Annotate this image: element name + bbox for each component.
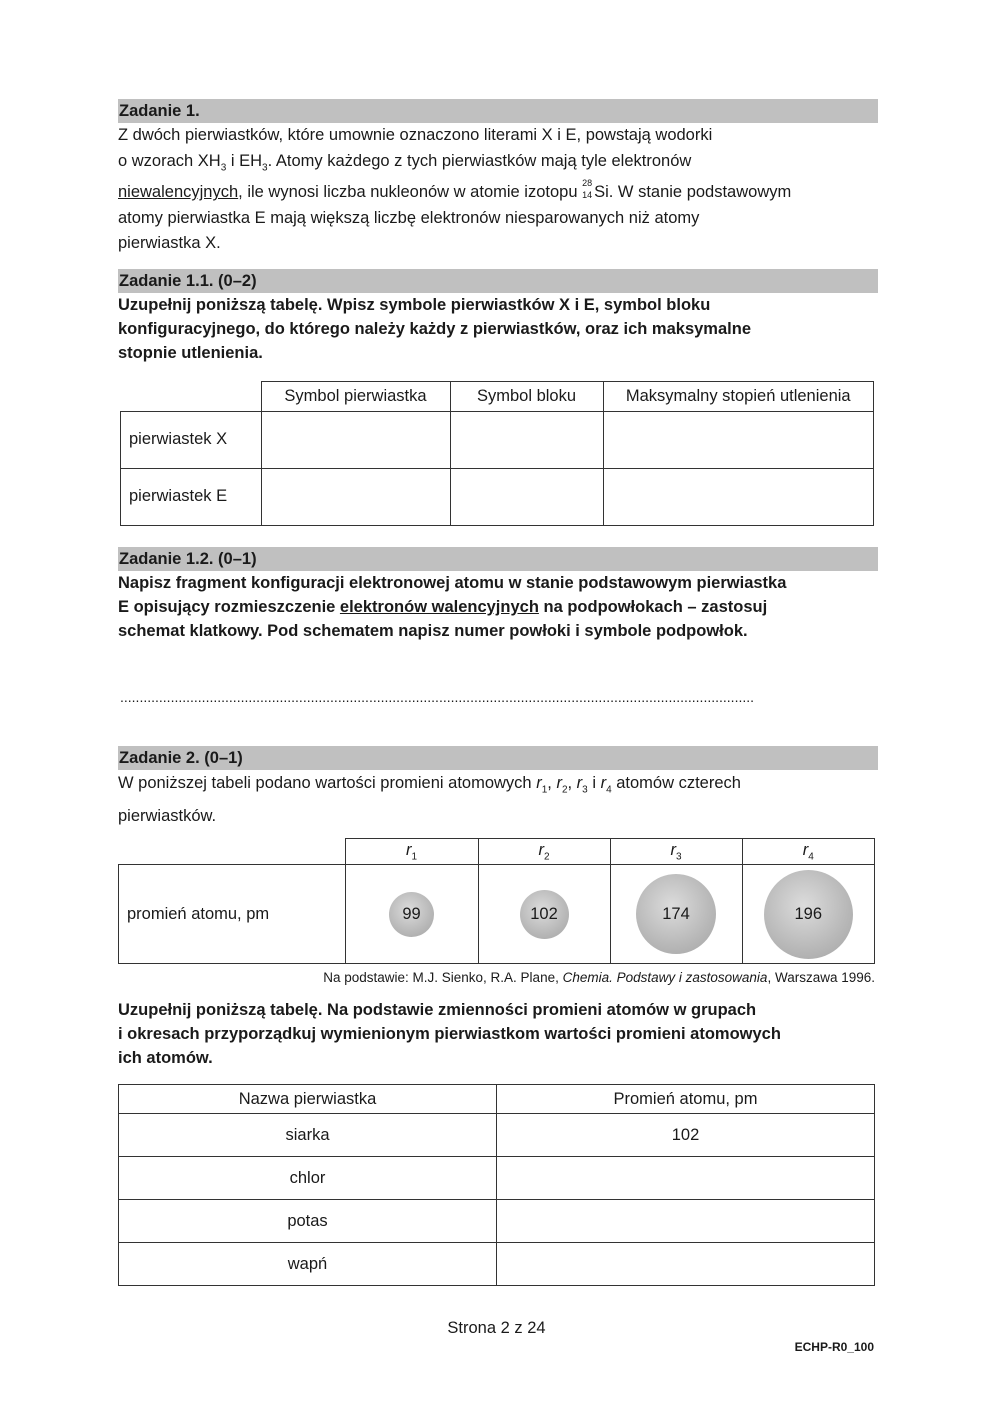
intro-line: atomów czterech <box>611 773 741 792</box>
source-title: Chemia. Podstawy i zastosowania <box>562 970 768 986</box>
column-header: Promień atomu, pm <box>497 1085 875 1114</box>
underlined-term: elektronów walencyjnych <box>339 597 539 616</box>
task-2-instruction <box>118 998 878 1070</box>
column-header: Maksymalny stopień utlenienia <box>603 381 874 411</box>
answer-cell[interactable] <box>261 411 450 468</box>
radius-header: $r_3$ <box>610 839 742 865</box>
exam-code: ECHP-R0_100 <box>794 1340 874 1354</box>
intro-line: pierwiastków. <box>118 807 217 826</box>
underlined-term: niewalencyjnych <box>118 183 239 202</box>
element-name: wapń <box>119 1243 497 1286</box>
intro-line: W poniższej tabeli podano wartości promieni atomowych <box>118 773 537 792</box>
radius-cell <box>742 865 875 964</box>
task-2-header: Zadanie 2. (0–1) <box>118 746 878 770</box>
task-1-text <box>118 123 878 257</box>
instruction-line: E opisujący rozmieszczenie <box>118 597 340 616</box>
empty-corner-cell <box>121 381 262 411</box>
task-1-header: Zadanie 1. <box>118 99 878 123</box>
element-symbol: Si <box>594 183 609 202</box>
subscript: 3 <box>262 161 268 173</box>
radius-cell <box>345 865 478 964</box>
instruction-line: stopnie utlenienia. <box>118 343 263 362</box>
answer-cell[interactable] <box>603 411 874 468</box>
radius-header: $r_2$ <box>478 839 610 865</box>
radius-symbol: r <box>536 773 542 792</box>
task-1-1-instruction <box>118 293 878 365</box>
element-name: potas <box>119 1200 497 1243</box>
answer-cell[interactable] <box>603 468 874 525</box>
task-1-line: . Atomy każdego z tych pierwiastków mają tyle elektronów <box>267 151 692 170</box>
element-name: chlor <box>119 1157 497 1200</box>
task-1-line: . W stanie podstawowym <box>608 183 792 202</box>
mass-number: 28 <box>582 178 593 189</box>
answer-cell[interactable] <box>450 468 603 525</box>
atom-circle: 196 <box>764 870 853 959</box>
empty-corner-cell <box>119 839 346 865</box>
task-2-answer-table <box>118 1084 875 1286</box>
radius-header: $r_4$ <box>742 839 875 865</box>
instruction-line: Napisz fragment konfiguracji elektronowej atomu w stanie podstawowym pierwiastka <box>118 573 787 592</box>
task-1-1-header: Zadanie 1.1. (0–2) <box>118 269 878 293</box>
task-1-2-instruction <box>118 571 878 643</box>
radii-table <box>118 838 875 964</box>
task-1-line: i EH <box>226 151 263 170</box>
answer-cell[interactable] <box>450 411 603 468</box>
task-1-line: pierwiastka X. <box>118 234 221 253</box>
element-name: siarka <box>119 1114 497 1157</box>
column-header: Symbol bloku <box>450 381 603 411</box>
radius-cell <box>478 865 610 964</box>
row-label: pierwiastek X <box>121 411 262 468</box>
subscript: 4 <box>606 784 612 796</box>
subscript: 2 <box>561 784 568 796</box>
column-header: Symbol pierwiastka <box>261 381 450 411</box>
column-header: Nazwa pierwiastka <box>119 1085 497 1114</box>
radius-value: 102 <box>497 1114 875 1157</box>
answer-cell[interactable] <box>261 468 450 525</box>
atom-circle: 102 <box>520 890 569 939</box>
task-1-line: Z dwóch pierwiastków, które umownie oznaczono literami X i E, powstają wodorki <box>118 126 713 144</box>
subscript: 3 <box>582 784 588 796</box>
row-label: pierwiastek E <box>121 468 262 525</box>
atom-circle: 99 <box>389 892 434 937</box>
row-label: promień atomu, pm <box>119 865 346 964</box>
radius-symbol: r <box>556 773 562 792</box>
instruction-line: Uzupełnij poniższą tabelę. Wpisz symbole pierwiastków X i E, symbol bloku <box>118 295 711 314</box>
task-1-1-table <box>120 381 874 526</box>
radius-symbol: r <box>576 773 583 792</box>
subscript: 1 <box>541 784 548 796</box>
answer-cell[interactable] <box>497 1157 875 1200</box>
instruction-line: schemat klatkowy. Pod schematem napisz numer powłoki i symbole podpowłok. <box>118 621 748 640</box>
exam-page <box>118 99 878 1286</box>
atomic-number: 14 <box>582 190 593 201</box>
source-citation: Na podstawie: M.J. Sienko, R.A. Plane, Chemia. Podstawy i zastosowania, Warszawa 1996. <box>323 970 875 986</box>
instruction-line: ich atomów. <box>118 1049 213 1068</box>
answer-cell[interactable] <box>497 1200 875 1243</box>
task-1-line: o wzorach XH <box>118 151 221 170</box>
instruction-line: konfiguracyjnego, do którego należy każdy z pierwiastków, oraz ich maksymalne <box>118 319 751 338</box>
instruction-line: i okresach przyporządkuj wymienionym pierwiastkom wartości promieni atomowych <box>118 1025 781 1044</box>
instruction-line: na podpowłokach – zastosuj <box>538 597 768 616</box>
task-1-line: atomy pierwiastka E mają większą liczbę elektronów niesparowanych niż atomy <box>118 208 700 227</box>
subscript: 3 <box>220 161 227 173</box>
task-1-line: , ile wynosi liczba nukleonów w atomie izotopu <box>238 183 583 202</box>
answer-dotted-line[interactable]: ................................................................................................................................................................... <box>120 688 755 705</box>
task-2-intro: W poniższej tabeli podano wartości promieni atomowych $r_1$, $r_2$, $r_3$ i $r_4$ atomów czterech pierwiastków. <box>118 773 741 826</box>
answer-cell[interactable] <box>497 1243 875 1286</box>
radius-cell <box>610 865 742 964</box>
radius-header: $r_1$ <box>345 839 478 865</box>
atom-circle: 174 <box>636 874 716 954</box>
radius-symbol: r <box>600 773 607 792</box>
page-number: Strona 2 z 24 <box>447 1319 546 1337</box>
isotope-notation <box>582 178 594 201</box>
task-1-2-header: Zadanie 1.2. (0–1) <box>118 547 878 571</box>
instruction-line: Uzupełnij poniższą tabelę. Na podstawie zmienności promieni atomów w grupach <box>118 1001 757 1020</box>
